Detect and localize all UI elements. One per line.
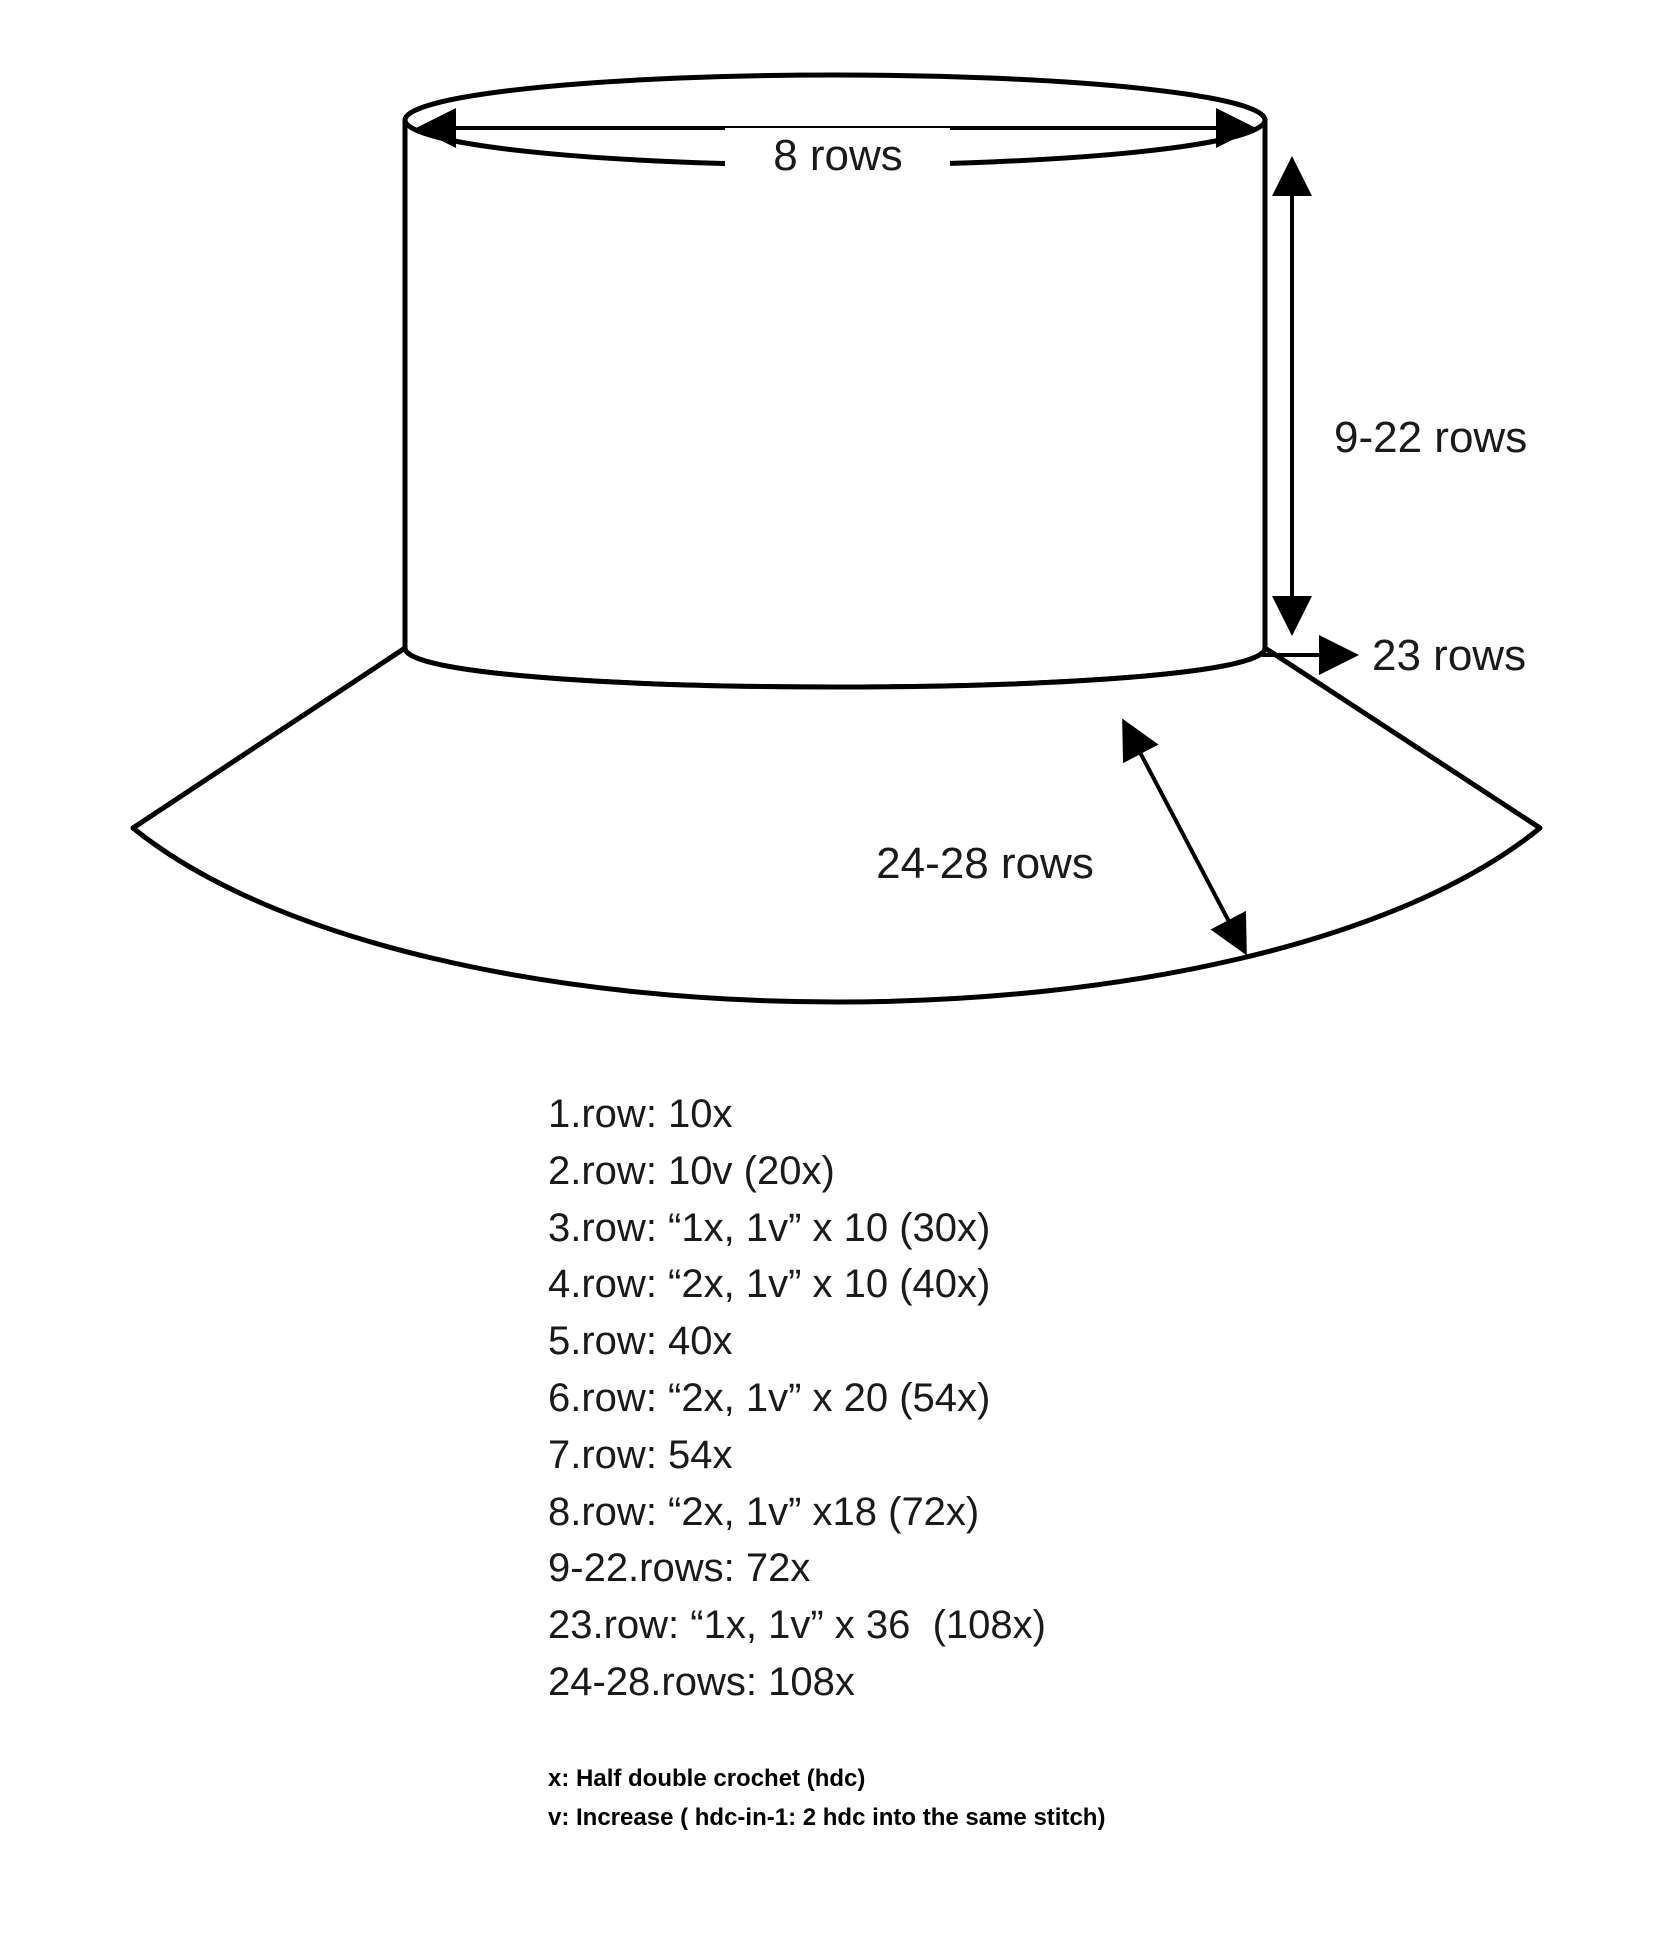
pattern-row: 7.row: 54x xyxy=(548,1432,733,1477)
legend-line: v: Increase ( hdc-in-1: 2 hdc into the same stitch) xyxy=(548,1803,1106,1831)
label-top-brim: 8 rows xyxy=(773,131,903,180)
pattern-row: 24-28.rows: 108x xyxy=(548,1659,855,1704)
pattern-row-list xyxy=(548,1086,1448,1711)
pattern-row: 8.row: “2x, 1v” x18 (72x) xyxy=(548,1489,980,1534)
pattern-row: 2.row: 10v (20x) xyxy=(548,1148,835,1193)
pattern-row: 4.row: “2x, 1v” x 10 (40x) xyxy=(548,1262,991,1307)
dimension-side-height xyxy=(1292,160,1527,632)
pattern-row: 23.row: “1x, 1v” x 36 (108x) xyxy=(548,1603,1046,1648)
pattern-row: 5.row: 40x xyxy=(548,1319,733,1364)
legend-line: x: Half double crochet (hdc) xyxy=(548,1765,866,1792)
label-transition: 23 rows xyxy=(1372,631,1527,680)
label-brim: 24-28 rows xyxy=(876,839,1094,888)
stitch-legend xyxy=(548,1760,1448,1838)
pattern-row: 9-22.rows: 72x xyxy=(548,1546,811,1591)
pattern-row: 6.row: “2x, 1v” x 20 (54x) xyxy=(548,1375,991,1420)
pattern-row: 3.row: “1x, 1v” x 10 (30x) xyxy=(548,1205,991,1250)
pattern-row: 1.row: 10x xyxy=(548,1092,733,1136)
hat-brim-shape xyxy=(133,648,1540,1002)
label-side-height: 9-22 rows xyxy=(1334,413,1528,462)
